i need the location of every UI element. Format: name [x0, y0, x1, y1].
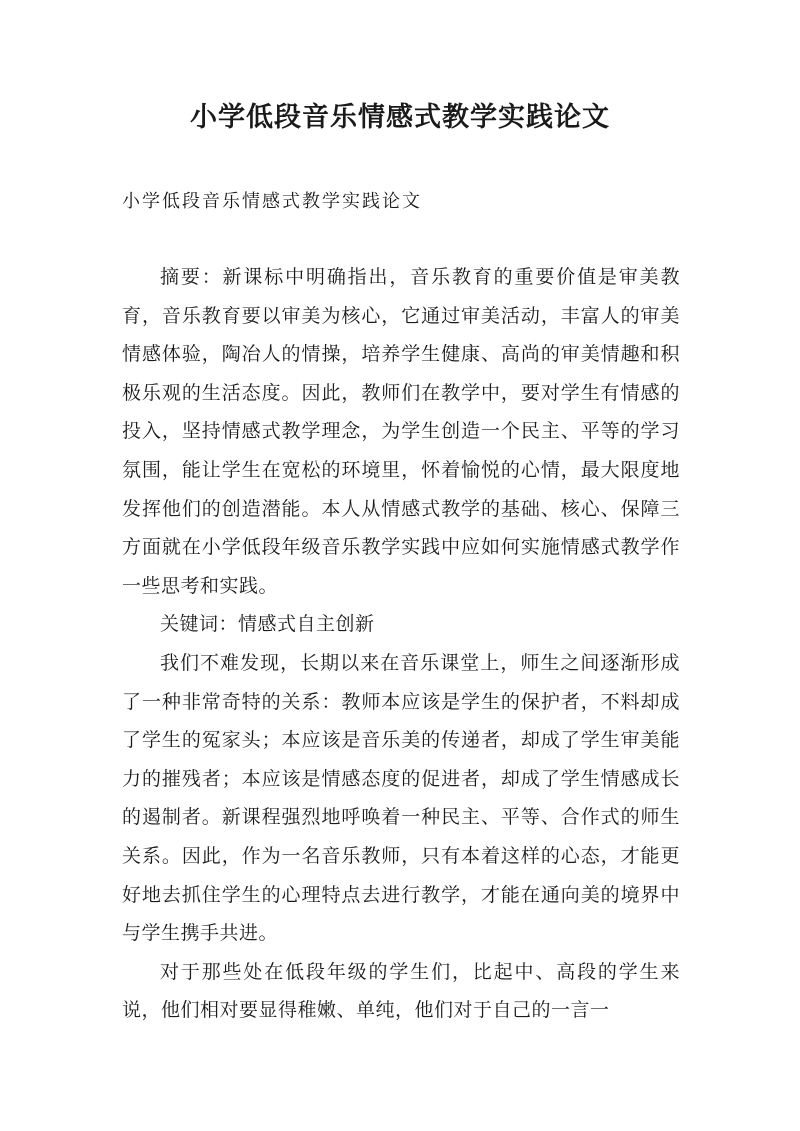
- document-title: 小学低段音乐情感式教学实践论文: [190, 102, 610, 133]
- keywords-paragraph: 关键词：情感式自主创新: [160, 613, 375, 636]
- body-paragraph: 对于那些处在低段年级的学生们，比起中、高段的学生来说，他们相对要显得稚嫩、单纯，他们对于自己的一言一: [122, 960, 680, 1022]
- abstract-paragraph: 摘要：新课标中明确指出，音乐教育的重要价值是审美教育，音乐教育要以审美为核心，它通过审美活动，丰富人的审美情感体验，陶冶人的情操，培养学生健康、高尚的审美情趣和积极乐观的生活态度。因此，教师们在教学中，要对学生有情感的投入，坚持情感式教学理念，为学生创造一个民主、平等的学习氛围，能让学生在宽松的环境里，怀着愉悦的心情，最大限度地发挥他们的创造潜能。本人从情感式教学的基础、核心、保障三方面就在小学低段年级音乐教学实践中应如何实施情感式教学作一些思考和实践。: [122, 266, 680, 597]
- document-subtitle: 小学低段音乐情感式教学实践论文: [122, 191, 422, 212]
- body-paragraph: 我们不难发现，长期以来在音乐课堂上，师生之间逐渐形成了一种非常奇特的关系：教师本应该是学生的保护者，不料却成了学生的冤家头；本应该是音乐美的传递者，却成了学生审美能力的摧残者；本应该是情感态度的促进者，却成了学生情感成长的遏制者。新课程强烈地呼唤着一种民主、平等、合作式的师生关系。因此，作为一名音乐教师，只有本着这样的心态，才能更好地去抓住学生的心理特点去进行教学，才能在通向美的境界中与学生携手共进。: [122, 651, 680, 945]
- document-body: [122, 258, 680, 1030]
